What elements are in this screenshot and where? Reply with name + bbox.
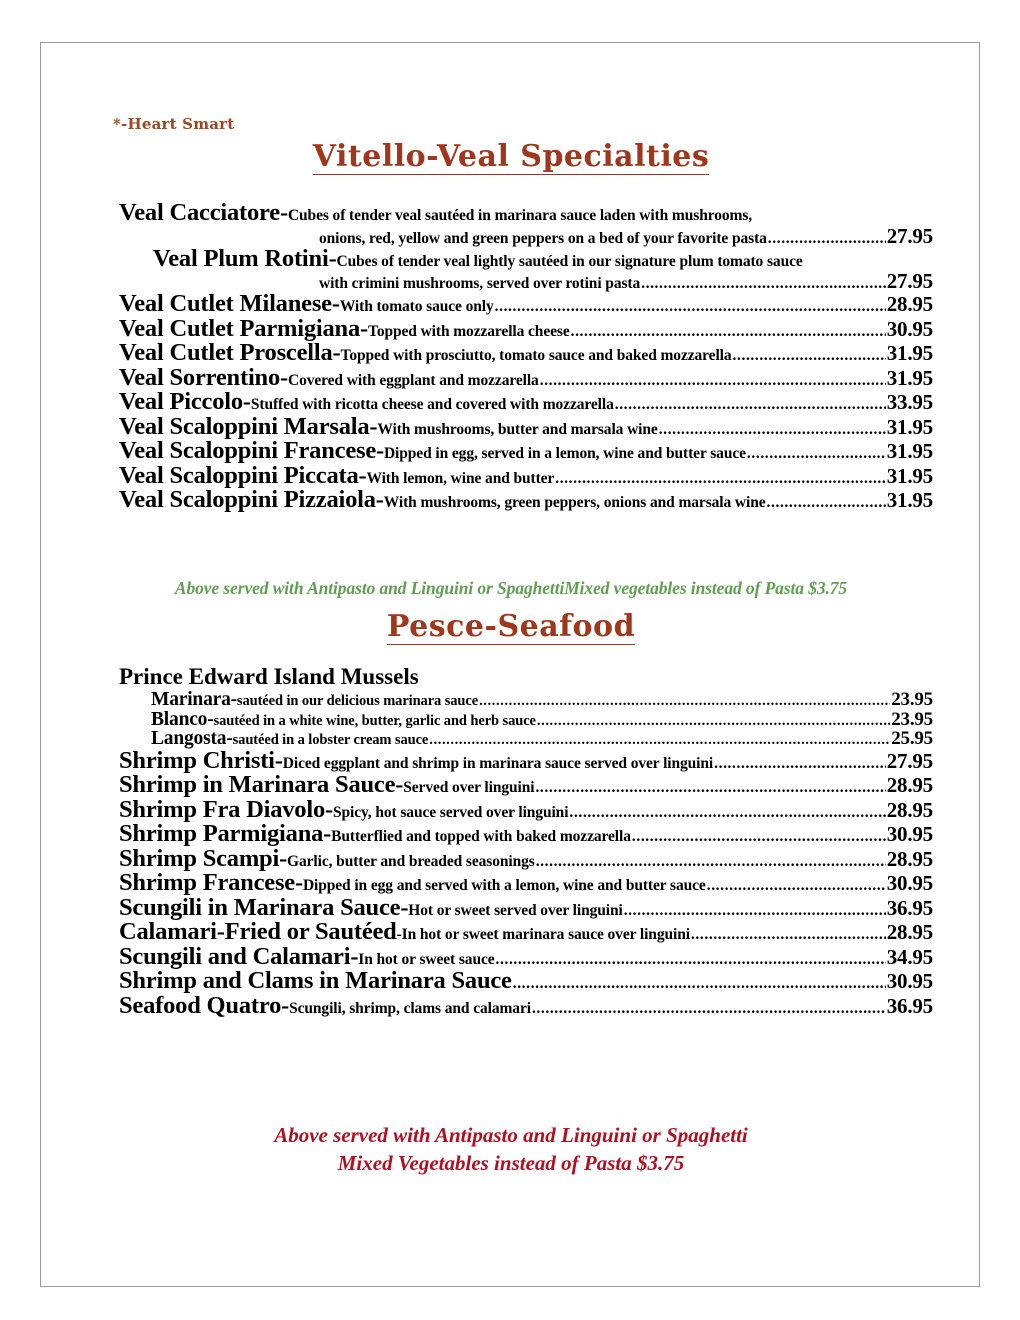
item-name: Langosta- bbox=[151, 728, 233, 750]
dot-leader bbox=[767, 495, 886, 511]
item-description: Topped with mozzarella cheese bbox=[368, 322, 570, 340]
item-description: In hot or sweet sauce bbox=[358, 950, 495, 968]
menu-row bbox=[41, 223, 981, 248]
item-name: Shrimp Scampi- bbox=[119, 844, 288, 872]
item-description: Spicy, hot sauce served over linguini bbox=[332, 803, 569, 821]
item-description-cont: onions, red, yellow and green peppers on a bed of your favorite pasta bbox=[319, 229, 767, 247]
menu-row bbox=[41, 412, 981, 440]
seafood-footer-note-line2: Mixed Vegetables instead of Pasta $3.75 bbox=[337, 1151, 685, 1176]
item-description: -In hot or sweet marinara sauce over linguini bbox=[396, 926, 690, 944]
seafood-footer-note bbox=[41, 1121, 981, 1178]
seafood-item-list bbox=[41, 663, 981, 1018]
item-price: 36.95 bbox=[886, 993, 933, 1018]
menu-row bbox=[41, 893, 981, 921]
item-description: With mushrooms, green peppers, onions and marsala wine bbox=[383, 494, 766, 511]
veal-footer-note: Above served with Antipasto and Linguini or SpaghettiMixed vegetables instead of Pasta $3.75 bbox=[174, 578, 848, 598]
item-description-cont: with crimini mushrooms, served over rotini pasta bbox=[319, 275, 641, 292]
dot-leader bbox=[532, 1001, 886, 1017]
item-name: Shrimp Parmigiana- bbox=[119, 820, 332, 848]
item-name: Shrimp and Clams in Marinara Sauce bbox=[119, 967, 512, 995]
item-description: Cubes of tender veal sautéed in marinara sauce laden with mushrooms, bbox=[287, 207, 753, 224]
menu-content bbox=[41, 43, 981, 1288]
dot-leader bbox=[555, 471, 886, 487]
item-price: 30.95 bbox=[886, 969, 933, 994]
item-price: 34.95 bbox=[886, 944, 933, 969]
item-description: Served over linguini bbox=[403, 779, 535, 797]
item-name: Scungili in Marinara Sauce- bbox=[119, 893, 409, 921]
dot-leader bbox=[768, 231, 886, 247]
item-name: Veal Cutlet Parmigiana- bbox=[119, 314, 368, 342]
item-price: 23.95 bbox=[891, 708, 933, 730]
item-price: 31.95 bbox=[886, 341, 933, 365]
dot-leader bbox=[733, 348, 886, 364]
item-name: Veal Piccolo- bbox=[119, 388, 251, 415]
item-name: Veal Cutlet Proscella- bbox=[119, 339, 341, 366]
menu-row bbox=[41, 844, 981, 872]
dot-leader bbox=[513, 976, 886, 992]
item-price: 27.95 bbox=[886, 269, 933, 293]
menu-row bbox=[41, 314, 981, 342]
item-description: Dipped in egg and served with a lemon, wine and butter sauce bbox=[302, 877, 706, 895]
menu-row bbox=[41, 773, 981, 798]
item-description: sautéed in a lobster cream sauce bbox=[232, 732, 429, 749]
item-description: Butterflied and topped with baked mozzarella bbox=[331, 828, 631, 846]
item-name: Scungili and Calamari- bbox=[119, 942, 359, 970]
item-price: 31.95 bbox=[886, 365, 933, 390]
item-price: 27.95 bbox=[886, 223, 933, 248]
veal-item-list bbox=[41, 201, 981, 513]
item-name: Shrimp Christi- bbox=[119, 746, 283, 774]
dot-leader bbox=[624, 903, 886, 919]
item-description: Topped with prosciutto, tomato sauce and baked mozzarella bbox=[340, 347, 732, 364]
menu-row bbox=[41, 363, 981, 391]
item-price: 25.95 bbox=[891, 728, 933, 750]
item-description: sautéed in our delicious marinara sauce bbox=[236, 693, 479, 710]
menu-row bbox=[41, 271, 981, 292]
menu-row bbox=[41, 942, 981, 970]
item-price: 27.95 bbox=[886, 748, 933, 773]
menu-row bbox=[41, 690, 981, 710]
item-price: 23.95 bbox=[891, 689, 933, 711]
item-name: Shrimp Francese- bbox=[119, 869, 303, 897]
menu-row bbox=[41, 729, 981, 749]
item-price: 30.95 bbox=[886, 822, 933, 847]
item-name: Marinara- bbox=[151, 689, 237, 711]
menu-row bbox=[41, 461, 981, 489]
menu-row bbox=[41, 201, 981, 226]
item-name: Blanco- bbox=[151, 708, 214, 730]
item-name: Veal Scaloppini Francese- bbox=[119, 437, 384, 464]
item-description: With lemon, wine and butter bbox=[366, 469, 555, 487]
menu-row bbox=[41, 969, 981, 994]
dot-leader bbox=[540, 373, 886, 389]
menu-row bbox=[41, 439, 981, 464]
dot-leader bbox=[496, 952, 886, 968]
section-header-seafood-text: Pesce-Seafood bbox=[386, 609, 636, 644]
dot-leader bbox=[571, 324, 886, 340]
mussels-heading: Prince Edward Island Mussels bbox=[119, 664, 419, 689]
item-description: Dipped in egg, served in a lemon, wine and butter sauce bbox=[383, 445, 746, 462]
item-name: Shrimp in Marinara Sauce- bbox=[119, 771, 404, 799]
item-price: 28.95 bbox=[886, 846, 933, 871]
item-price: 30.95 bbox=[886, 871, 933, 896]
item-description: Stuffed with ricotta cheese and covered with mozzarella bbox=[250, 396, 614, 413]
item-price: 28.95 bbox=[886, 920, 933, 945]
item-price: 28.95 bbox=[886, 797, 933, 822]
menu-row bbox=[41, 991, 981, 1019]
item-name: Veal Sorrentino- bbox=[119, 363, 288, 391]
item-name: Veal Cacciatore- bbox=[119, 199, 288, 226]
dot-leader bbox=[479, 694, 890, 709]
item-name: Seafood Quatro- bbox=[119, 991, 290, 1019]
menu-page bbox=[40, 42, 980, 1287]
dot-leader bbox=[641, 276, 886, 292]
item-name: Shrimp Fra Diavolo- bbox=[119, 795, 333, 823]
item-price: 31.95 bbox=[886, 439, 933, 463]
menu-row bbox=[41, 341, 981, 366]
item-name: Veal Scaloppini Marsala- bbox=[119, 412, 378, 440]
seafood-footer-note-line1: Above served with Antipasto and Linguini or Spaghetti bbox=[274, 1123, 748, 1147]
heart-smart-note: *-Heart Smart bbox=[113, 115, 235, 133]
menu-row bbox=[41, 871, 981, 896]
item-description: Covered with eggplant and mozzarella bbox=[287, 371, 539, 389]
dot-leader bbox=[537, 714, 890, 729]
section-header-seafood bbox=[41, 611, 981, 645]
menu-row bbox=[41, 488, 981, 513]
item-price: 30.95 bbox=[886, 316, 933, 341]
dot-leader bbox=[569, 805, 885, 821]
dot-leader bbox=[495, 299, 886, 315]
dot-leader bbox=[632, 829, 886, 845]
item-price: 31.95 bbox=[886, 463, 933, 488]
item-price: 28.95 bbox=[886, 292, 933, 316]
menu-row bbox=[41, 292, 981, 317]
item-description: With mushrooms, butter and marsala wine bbox=[377, 420, 658, 438]
item-name: Veal Scaloppini Pizzaiola- bbox=[119, 486, 384, 513]
dot-leader bbox=[615, 397, 886, 413]
menu-row bbox=[41, 920, 981, 945]
item-name: Veal Scaloppini Piccata- bbox=[119, 461, 367, 489]
item-name: Veal Plum Rotini- bbox=[153, 244, 337, 272]
item-description: Hot or sweet served over linguini bbox=[408, 901, 623, 919]
dot-leader bbox=[536, 854, 886, 870]
dot-leader bbox=[714, 756, 886, 772]
item-price: 28.95 bbox=[886, 773, 933, 798]
dot-leader bbox=[429, 733, 890, 748]
dot-leader bbox=[707, 878, 886, 894]
dot-leader bbox=[659, 422, 886, 438]
menu-row bbox=[41, 244, 981, 272]
item-description: Diced eggplant and shrimp in marinara sauce served over linguini bbox=[282, 754, 714, 772]
item-description: Cubes of tender veal lightly sautéed in our signature plum tomato sauce bbox=[336, 252, 803, 270]
section-header-veal bbox=[41, 141, 981, 175]
menu-row bbox=[41, 822, 981, 847]
dot-leader bbox=[747, 446, 886, 462]
item-description: With tomato sauce only bbox=[339, 298, 494, 315]
menu-row bbox=[41, 795, 981, 823]
menu-row bbox=[41, 390, 981, 415]
item-price: 31.95 bbox=[886, 414, 933, 439]
item-name: Veal Cutlet Milanese- bbox=[119, 290, 340, 317]
item-description: sautéed in a white wine, butter, garlic and herb sauce bbox=[213, 712, 536, 729]
item-price: 36.95 bbox=[886, 895, 933, 920]
item-price: 31.95 bbox=[886, 488, 933, 512]
item-price: 33.95 bbox=[886, 390, 933, 414]
item-description: Scungili, shrimp, clams and calamari bbox=[289, 999, 531, 1017]
menu-row bbox=[41, 746, 981, 774]
dot-leader bbox=[535, 780, 885, 796]
menu-row bbox=[41, 710, 981, 730]
item-name: Calamari-Fried or Sautéed bbox=[119, 918, 397, 946]
section-header-veal-text: Vitello-Veal Specialties bbox=[312, 139, 710, 174]
item-description: Garlic, butter and breaded seasonings bbox=[287, 852, 535, 870]
dot-leader bbox=[691, 927, 886, 943]
